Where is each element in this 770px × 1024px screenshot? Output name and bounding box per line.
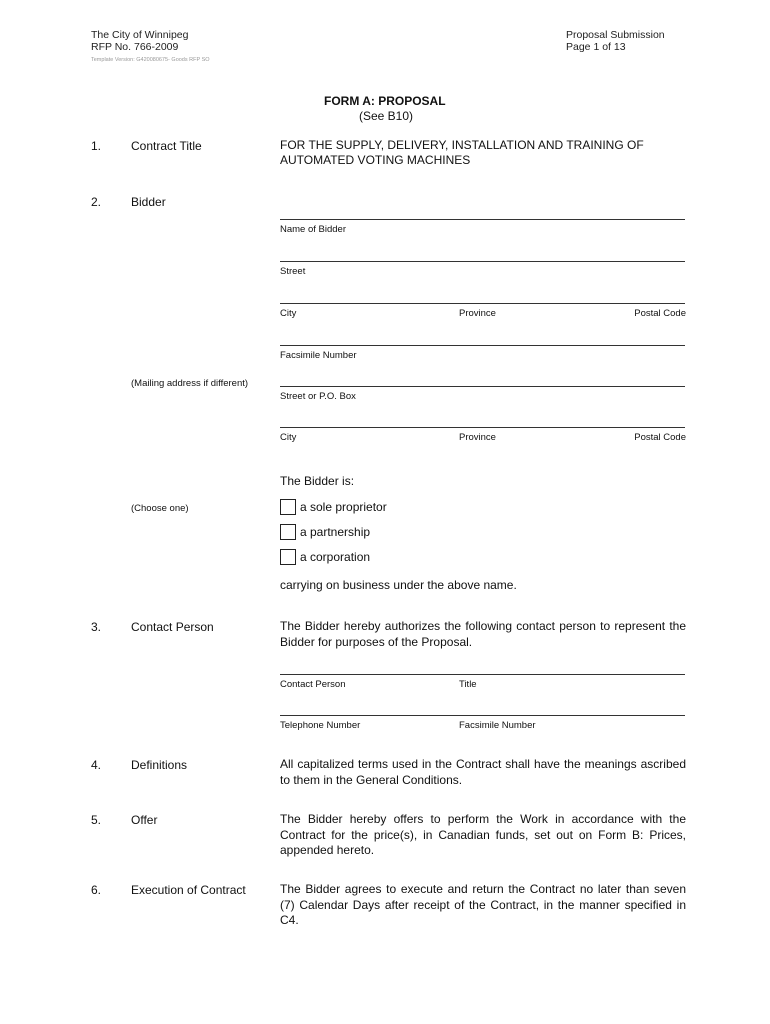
section-2-label: Bidder — [131, 195, 166, 209]
contact-person-label: Contact Person — [280, 679, 346, 690]
section-5-label: Offer — [131, 813, 158, 827]
section-2-number: 2. — [91, 195, 102, 209]
street-field[interactable] — [280, 261, 685, 262]
section-1-number: 1. — [91, 139, 102, 153]
partnership-checkbox[interactable] — [280, 524, 296, 540]
telephone-number-label: Telephone Number — [280, 720, 361, 731]
name-of-bidder-field[interactable] — [280, 219, 685, 220]
mailing-city-label: City — [280, 432, 297, 443]
postal-code-label: Postal Code — [634, 308, 686, 319]
header-page-number: Page 1 of 13 — [566, 41, 626, 53]
form-title: FORM A: PROPOSAL — [324, 94, 446, 108]
mailing-city-province-postal-field[interactable] — [280, 427, 685, 428]
contract-title-line2: AUTOMATED VOTING MACHINES — [280, 153, 471, 167]
execution-of-contract-text: The Bidder agrees to execute and return the Contract no later than seven (7) Calendar Days after receipt of the Contract, in the manner specified in C4. — [280, 882, 686, 927]
street-po-box-label: Street or P.O. Box — [280, 391, 356, 402]
section-5-number: 5. — [91, 813, 102, 827]
sole-proprietor-checkbox[interactable] — [280, 499, 296, 515]
partnership-label: a partnership — [300, 525, 371, 539]
corporation-label: a corporation — [300, 550, 371, 564]
contact-person-field[interactable] — [280, 674, 685, 675]
section-3-label: Contact Person — [131, 620, 214, 634]
contact-person-text: The Bidder hereby authorizes the following contact person to represent the Bidder for purposes of the Proposal. — [280, 619, 686, 649]
section-3-number: 3. — [91, 620, 102, 634]
title-label: Title — [459, 679, 477, 690]
section-4-label: Definitions — [131, 758, 188, 772]
form-subtitle: (See B10) — [359, 109, 414, 123]
mailing-province-label: Province — [459, 432, 496, 443]
corporation-checkbox[interactable] — [280, 549, 296, 565]
bidder-is-label: The Bidder is: — [280, 474, 355, 488]
header-rfp-number: RFP No. 766-2009 — [91, 41, 179, 53]
template-version: Template Version: G420080675- Goods RFP SO — [91, 57, 210, 63]
carrying-on-business-text: carrying on business under the above name. — [280, 578, 517, 592]
header-proposal-submission: Proposal Submission — [566, 29, 665, 41]
choose-one-note: (Choose one) — [131, 503, 189, 514]
section-6-label: Execution of Contract — [131, 883, 246, 897]
city-province-postal-field[interactable] — [280, 303, 685, 304]
section-1-label: Contract Title — [131, 139, 202, 153]
mailing-street-field[interactable] — [280, 386, 685, 387]
city-label: City — [280, 308, 297, 319]
mailing-postal-code-label: Postal Code — [634, 432, 686, 443]
street-label: Street — [280, 266, 306, 277]
facsimile-number-label: Facsimile Number — [280, 350, 357, 361]
section-6-number: 6. — [91, 883, 102, 897]
header-city: The City of Winnipeg — [91, 29, 189, 41]
sole-proprietor-label: a sole proprietor — [300, 500, 387, 514]
contact-facsimile-number-label: Facsimile Number — [459, 720, 536, 731]
section-4-number: 4. — [91, 758, 102, 772]
name-of-bidder-label: Name of Bidder — [280, 224, 347, 235]
mailing-address-note: (Mailing address if different) — [131, 378, 249, 389]
province-label: Province — [459, 308, 496, 319]
telephone-facsimile-field[interactable] — [280, 715, 685, 716]
contract-title-line1: FOR THE SUPPLY, DELIVERY, INSTALLATION AND TRAINING OF — [280, 138, 644, 152]
definitions-text: All capitalized terms used in the Contract shall have the meanings ascribed to them in the General Conditions. — [280, 757, 686, 787]
offer-text: The Bidder hereby offers to perform the Work in accordance with the Contract for the price(s), in Canadian funds, set out on Form B: Prices, appended hereto. — [280, 812, 686, 857]
facsimile-number-field[interactable] — [280, 345, 685, 346]
